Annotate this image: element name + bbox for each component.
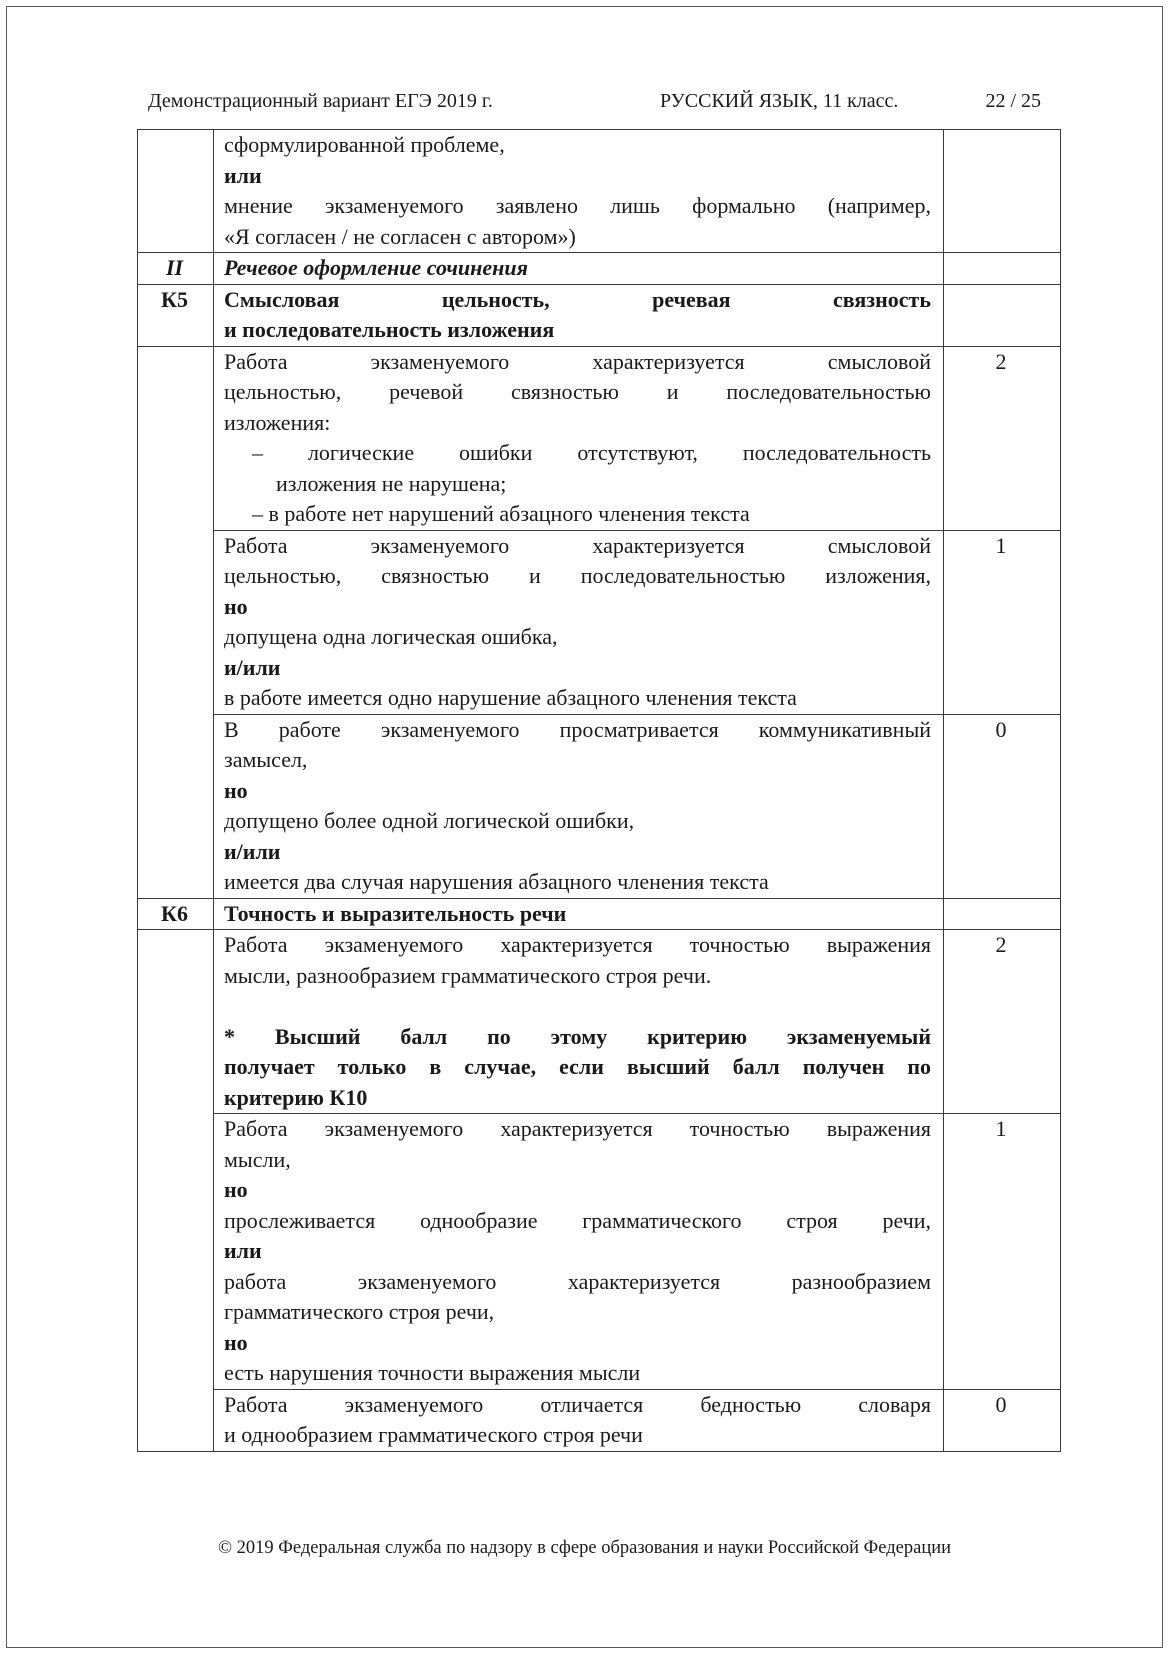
text-line: прослеживается однообразие грамматического строя речи, [224,1207,931,1233]
score-cell [944,284,1061,346]
table-row [138,1114,1061,1390]
copyright-footer: © 2019 Федеральная служба по надзору в сфере образования и науки Российской Федерации [217,1538,952,1558]
criterion-row-k5 [138,284,1061,346]
criterion-title [214,284,944,346]
note-line: * Высший балл по этому критерию экзаменуемый [224,1023,931,1049]
description-cell [214,130,944,253]
criterion-title-line: и последовательность изложения [224,317,555,342]
score-value: 2 [944,346,1061,530]
criterion-title-line: Смысловая цельность, речевая связность [224,286,931,312]
description-cell [214,930,944,1114]
score-cell [944,898,1061,930]
score-value: 0 [944,714,1061,898]
text-line: цельностью, связностью и последовательностью изложения, [224,563,931,588]
note-line: получает только в случае, если высший балл получен по [224,1054,931,1079]
table-row [138,930,1061,1114]
score-value: 0 [944,1389,1061,1451]
text-line: мнение экзаменуемого заявлено лишь формально (например, [224,193,931,218]
code-cell [138,930,214,1452]
text-line: мысли, [224,1146,291,1172]
text-line: В работе экзаменуемого просматривается коммуникативный [224,716,931,742]
text-line: Работа экзаменуемого характеризуется точностью выражения [224,932,931,957]
score-value: 1 [944,530,1061,714]
header-page-number: 22 / 25 [985,90,1041,112]
table-row [138,714,1061,898]
table-row [138,130,1061,253]
code-cell [138,346,214,898]
description-cell [214,714,944,898]
list-item: – логические ошибки отсутствуют, последовательность [252,440,931,465]
header-title: Демонстрационный вариант ЕГЭ 2019 г. [148,90,493,112]
text-line: имеется два случая нарушения абзацного членения текста [224,869,769,894]
text-line: грамматического строя речи, [224,1299,495,1324]
text-line: замысел, [224,747,308,772]
connector-text: но [224,593,248,619]
text-line: Работа экзаменуемого характеризуется точностью выражения [224,1116,931,1141]
text-line: допущено более одной логической ошибки, [224,808,635,833]
description-cell [214,1389,944,1451]
section-code: II [138,253,214,285]
text-line: мысли, разнообразием грамматического строя речи. [224,962,712,988]
connector-text: и/или [224,654,281,680]
list-item: – в работе нет нарушений абзацного членения текста [252,501,750,526]
score-cell [944,253,1061,285]
section-title: Речевое оформление сочинения [214,253,944,285]
text-line: есть нарушения точности выражения мысли [224,1360,641,1385]
page-header [148,90,1041,120]
text-line: сформулированной проблеме, [224,132,505,157]
description-cell [214,530,944,714]
text-line: Работа экзаменуемого характеризуется смысловой [224,348,931,374]
connector-text: или [224,162,262,188]
table-row [138,346,1061,530]
table-row [138,1389,1061,1451]
criterion-code: К6 [138,898,214,930]
description-cell [214,1114,944,1390]
connector-text: но [224,777,248,803]
connector-text: но [224,1177,248,1202]
score-value: 1 [944,1114,1061,1390]
criterion-code: К5 [138,284,214,346]
text-line: «Я согласен / не согласен с автором») [224,223,576,249]
text-line: допущена одна логическая ошибка, [224,624,558,649]
text-line: цельностью, речевой связностью и последовательностью [224,379,931,404]
text-line: и однообразием грамматического строя речи [224,1422,643,1447]
criteria-table [137,129,1061,1452]
text-line: изложения: [224,409,331,435]
spacer [224,991,931,1022]
text-line: Работа экзаменуемого характеризуется смысловой [224,532,931,558]
description-cell [214,346,944,530]
table-row [138,530,1061,714]
section-row [138,253,1061,285]
score-cell [944,130,1061,253]
note-line: критерию К10 [224,1084,368,1110]
connector-text: и/или [224,838,281,864]
score-value: 2 [944,930,1061,1114]
connector-text: но [224,1329,248,1355]
text-line: работа экзаменуемого характеризуется разнообразием [224,1268,931,1294]
header-subject: РУССКИЙ ЯЗЫК, 11 класс. [660,90,899,112]
criterion-row-k6 [138,898,1061,930]
criterion-title: Точность и выразительность речи [214,898,944,930]
code-cell [138,130,214,253]
text-line: Работа экзаменуемого отличается бедностью словаря [224,1391,931,1417]
connector-text: или [224,1238,262,1263]
list-item: изложения не нарушена; [276,470,507,496]
text-line: в работе имеется одно нарушение абзацного членения текста [224,685,797,710]
